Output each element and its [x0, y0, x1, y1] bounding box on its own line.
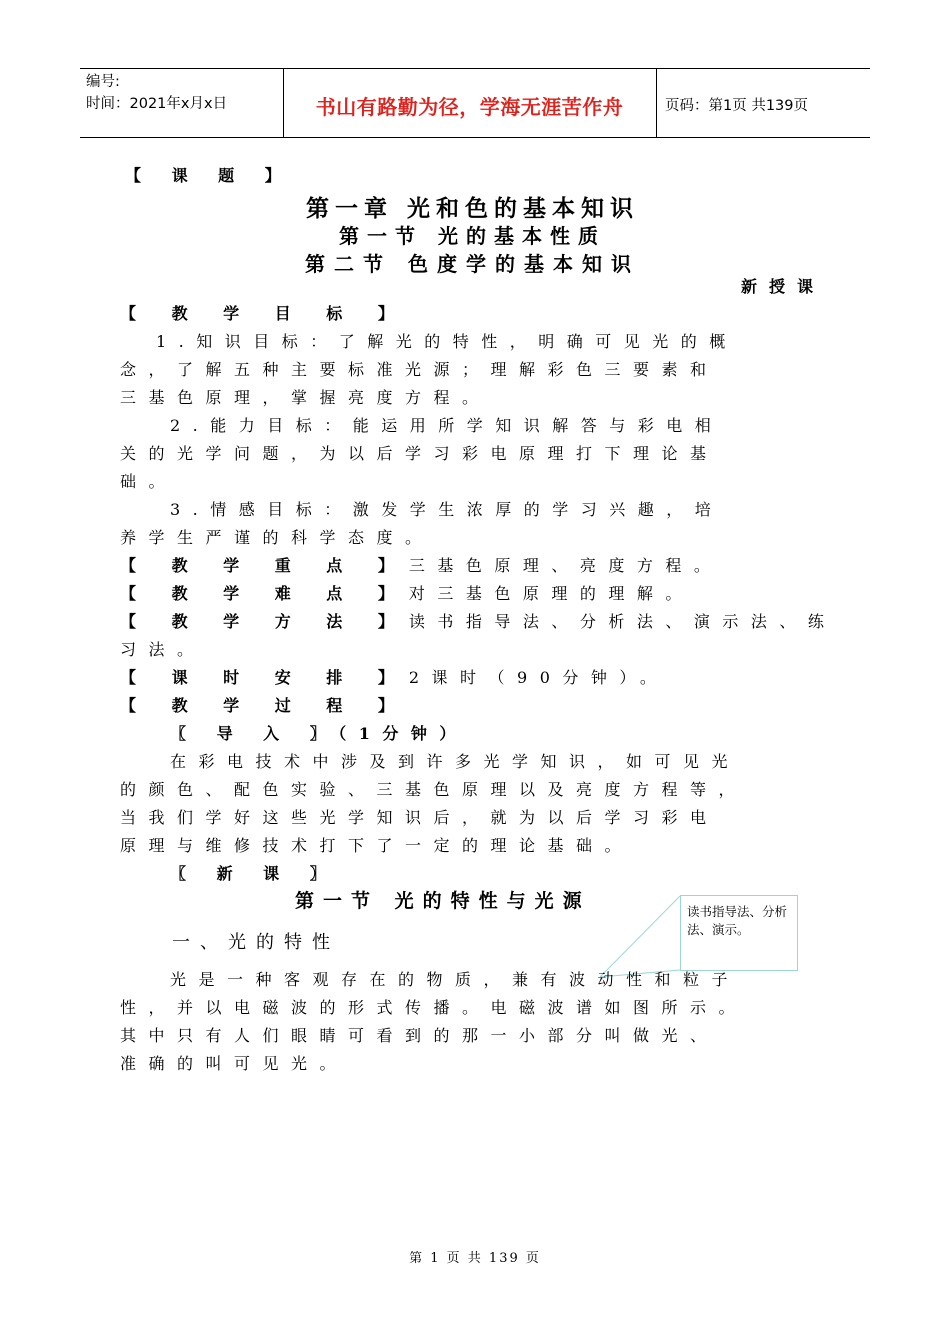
goals-section: [120, 300, 837, 888]
key-text: 三基色原理、亮度方程。: [408, 556, 723, 575]
new-lesson-label: 〖 新 课 〗: [170, 864, 339, 883]
process-label: 【 教 学 过 程 】: [120, 696, 409, 715]
intro-line2: 的颜色、配色实验、三基色原理以及亮度方程等，: [120, 780, 748, 799]
goal1-line2: 念，了解五种主要标准光源；理解彩色三要素和: [120, 360, 719, 379]
time-text: 2课时（90分钟）。: [408, 668, 669, 687]
para-line1: 光是一种客观存在的物质，兼有波动性和粒子: [170, 970, 741, 989]
course-type: 新授课: [740, 277, 825, 296]
page-footer: 第 1 页 共 139 页: [409, 1251, 541, 1266]
intro-line4: 原理与维修技术打下了一定的理论基础。: [120, 836, 634, 855]
goal2-line1: 2.能力目标：能运用所学知识解答与彩电相: [170, 416, 724, 435]
key-label: 【 教 学 重 点 】: [120, 556, 409, 575]
method-line2: 习法。: [120, 640, 206, 659]
goal1-line3: 三基色原理，掌握亮度方程。: [120, 388, 491, 407]
method-label: 【 教 学 方 法 】: [120, 612, 409, 631]
difficulty-row: [120, 580, 825, 608]
time-row: [120, 664, 825, 692]
lesson-tag: 【 课 题 】: [125, 166, 294, 185]
goal1-line1: 1.知识目标：了解光的特性，明确可见光的概: [156, 332, 738, 351]
intro-line3: 当我们学好这些光学知识后，就为以后学习彩电: [120, 808, 719, 827]
header-page-info: 页码：第1页 共139页: [665, 98, 809, 114]
goal2-line3: 础。: [120, 472, 178, 491]
margin-note: [680, 895, 798, 971]
para-line4: 准确的叫可见光。: [120, 1054, 349, 1073]
section1-title: 第一节 光的基本性质: [339, 224, 606, 248]
section2-title: 第二节 色度学的基本知识: [305, 252, 640, 276]
intro-label: 〖 导 入 〗（1分钟）: [170, 724, 468, 743]
para-line2: 性，并以电磁波的形式传播。电磁波谱如图所示。: [120, 998, 748, 1017]
note-text: 读书指导法、分析法、演示。: [687, 904, 788, 937]
para-line3: 其中只有人们眼睛可看到的那一小部分叫做光、: [120, 1026, 719, 1045]
chapter-title: 第一章 光和色的基本知识: [305, 195, 639, 222]
goal3-line1: 3.情感目标：激发学生浓厚的学习兴趣，培: [170, 500, 724, 519]
goal2-line2: 关的光学问题，为以后学习彩电原理打下理论基: [120, 444, 719, 463]
page-header: [80, 68, 870, 138]
header-meta: [86, 71, 227, 115]
goal3-line2: 养学生严谨的科学态度。: [120, 528, 434, 547]
light-paragraph: [120, 966, 825, 1078]
header-divider: [656, 69, 657, 137]
section-heading: 第一节 光的特性与光源: [295, 890, 591, 912]
method-text: 读书指导法、分析法、演示法、练: [408, 612, 837, 631]
intro-line1: 在彩电技术中涉及到许多光学知识，如可见光: [170, 752, 741, 771]
method-row: [120, 608, 837, 636]
time-label: 时间：2021年x月x日: [86, 96, 228, 112]
sub-heading: 一、光的特性: [172, 932, 340, 953]
header-motto: 书山有路勤为径，学海无涯苦作舟: [315, 95, 624, 119]
goals-label: 【 教 学 目 标 】: [120, 304, 409, 323]
difficulty-text: 对三基色原理的理解。: [408, 584, 694, 603]
difficulty-label: 【 教 学 难 点 】: [120, 584, 409, 603]
time-label: 【 课 时 安 排 】: [120, 668, 409, 687]
key-row: [120, 552, 825, 580]
number-label: 编号:: [86, 74, 120, 90]
